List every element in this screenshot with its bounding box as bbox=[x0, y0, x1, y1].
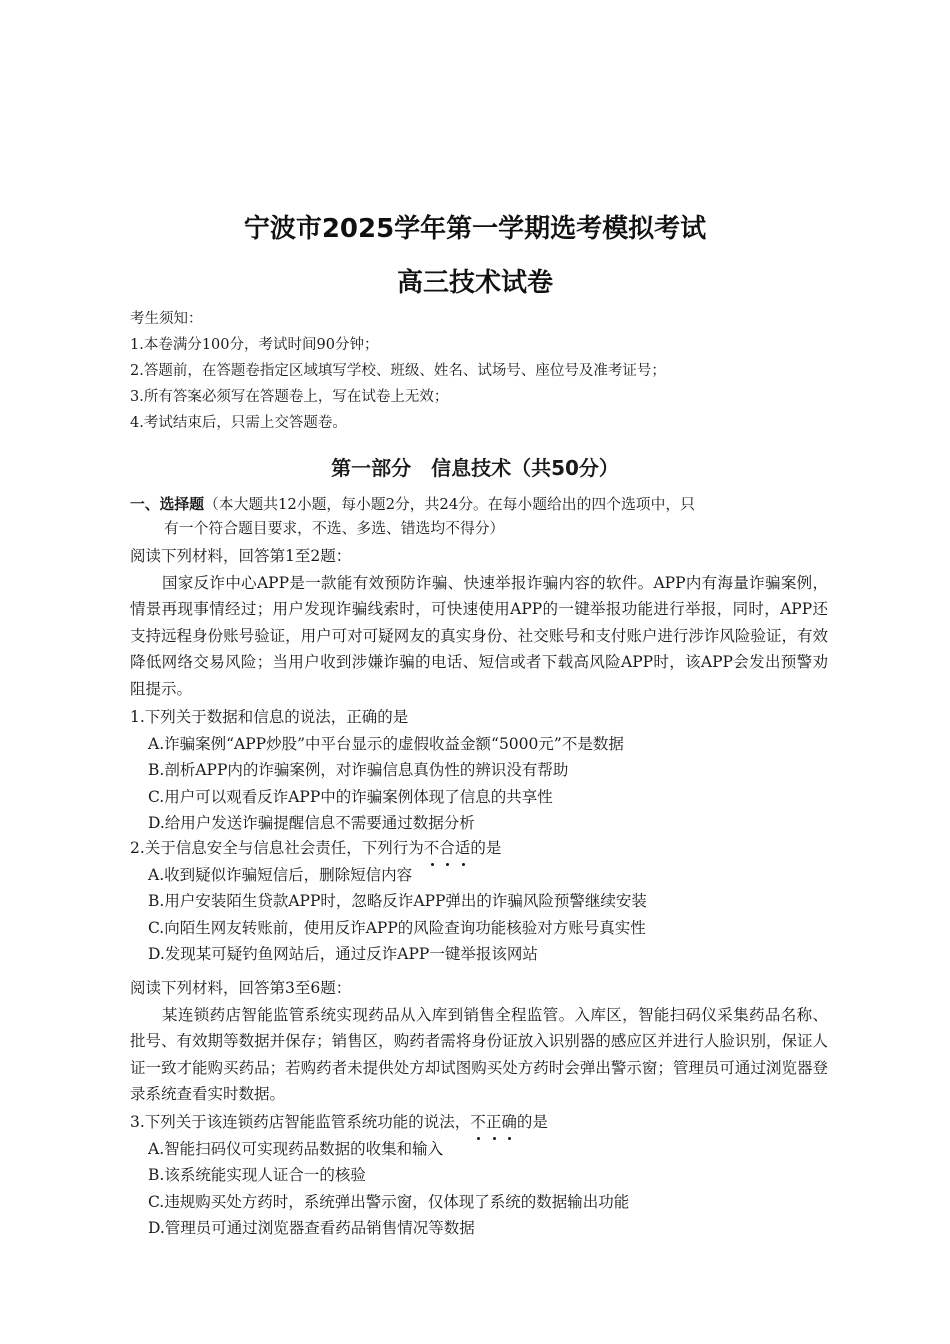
exam-notice bbox=[130, 306, 666, 436]
reading-lead: 阅读下列材料，回答第3至6题： bbox=[130, 979, 352, 997]
question-stem: 2.关于信息安全与信息社会责任，下列行为不合适的是 bbox=[130, 835, 828, 862]
option-c: C.用户可以观看反诈APP中的诈骗案例体现了信息的共享性 bbox=[148, 787, 553, 806]
reading-text: 某连锁药店智能监管系统实现药品从入库到销售全程监管。入库区，智能扫码仪采集药品名称、批号、有效期等数据并保存；销售区，购药者需将身份证放入识别器的感应区并进行人脸识别，保证人证一致才能购买药品；若购药者未提供处方却试图购买处方药时会弹出警示窗；管理员可通过浏览器登录系统查看实时数据。 bbox=[130, 1005, 828, 1103]
emphasis-char: 正 bbox=[486, 1109, 502, 1136]
option-d: D.发现某可疑钓鱼网站后，通过反诈APP一键举报该网站 bbox=[148, 945, 538, 963]
question-2 bbox=[130, 835, 828, 968]
notice-item: 2.答题前，在答题卷指定区域填写学校、班级、姓名、试场号、座位号及准考证号； bbox=[130, 363, 666, 379]
option-c: C.违规购买处方药时，系统弹出警示窗，仅体现了系统的数据输出功能 bbox=[148, 1192, 630, 1211]
option-b: B.用户安装陌生贷款APP时，忽略反诈APP弹出的诈骗风险预警继续安装 bbox=[148, 892, 647, 910]
emphasis-char: 不 bbox=[424, 835, 440, 862]
emphasis-char: 适 bbox=[455, 835, 471, 862]
option-a: A.智能扫码仪可实现药品数据的收集和输入 bbox=[148, 1139, 444, 1158]
option-d: D.管理员可通过浏览器查看药品销售情况等数据 bbox=[148, 1219, 475, 1237]
option-c: C.向陌生网友转账前，使用反诈APP的风险查询功能核验对方账号真实性 bbox=[148, 918, 646, 937]
option-a: A.诈骗案例“APP炒股”中平台显示的虚假收益金额“5000元”不是数据 bbox=[148, 734, 624, 753]
notice-heading: 考生须知： bbox=[130, 311, 203, 327]
reading-material-2 bbox=[130, 975, 828, 1108]
exam-title: 宁波市2025学年第一学期选考模拟考试 bbox=[243, 214, 707, 244]
part-one-title: 第一部分 信息技术（共50分） bbox=[331, 456, 619, 480]
question-stem: 1.下列关于数据和信息的说法，正确的是 bbox=[130, 708, 409, 726]
option-b: B.该系统能实现人证合一的核验 bbox=[148, 1166, 366, 1184]
question-3 bbox=[130, 1109, 828, 1242]
question-1 bbox=[130, 704, 828, 837]
notice-item: 3.所有答案必须写在答题卷上，写在试卷上无效； bbox=[130, 389, 449, 405]
notice-item: 4.考试结束后，只需上交答题卷。 bbox=[130, 415, 347, 431]
emphasis-char: 不 bbox=[470, 1109, 486, 1136]
exam-subtitle: 高三技术试卷 bbox=[396, 268, 553, 298]
emphasis-char: 确 bbox=[501, 1109, 517, 1136]
notice-item: 1.本卷满分100分，考试时间90分钟； bbox=[130, 337, 379, 353]
reading-lead: 阅读下列材料，回答第1至2题： bbox=[130, 547, 352, 565]
option-d: D.给用户发送诈骗提醒信息不需要通过数据分析 bbox=[148, 814, 475, 832]
section-one-heading bbox=[130, 493, 830, 541]
section-desc-cont: 有一个符合题目要求，不选、多选、错选均不得分） bbox=[164, 520, 505, 537]
option-a: A.收到疑似诈骗短信后，删除短信内容 bbox=[148, 865, 413, 884]
section-label: 一、选择题 bbox=[130, 496, 204, 513]
section-desc: （本大题共12小题，每小题2分，共24分。在每小题给出的四个选项中，只 bbox=[204, 496, 695, 513]
question-stem: 3.下列关于该连锁药店智能监管系统功能的说法，不正确的是 bbox=[130, 1109, 828, 1136]
reading-material-1 bbox=[130, 543, 828, 702]
option-b: B.剖析APP内的诈骗案例，对诈骗信息真伪性的辨识没有帮助 bbox=[148, 761, 569, 779]
reading-text: 国家反诈中心APP是一款能有效预防诈骗、快速举报诈骗内容的软件。APP内有海量诈骗案例，情景再现事情经过；用户发现诈骗线索时，可快速使用APP的一键举报功能进行举报，同时，APP还支持远程身份账号验证，用户可对可疑网友的真实身份、社交账号和支付账户进行涉诈风险验证，有效降低网络交易风险；当用户收到涉嫌诈骗的电话、短信或者下载高风险APP时，该APP会发出预警劝阻提示。 bbox=[130, 573, 828, 698]
emphasis-char: 合 bbox=[439, 835, 455, 862]
